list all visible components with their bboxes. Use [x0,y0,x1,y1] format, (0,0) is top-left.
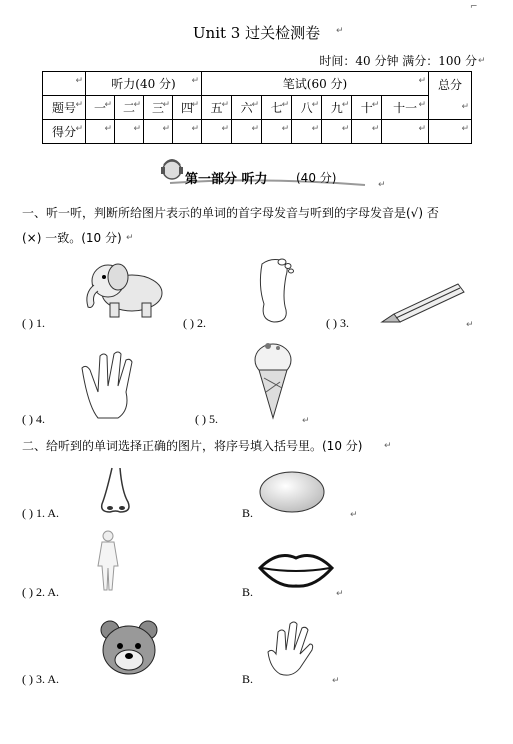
paragraph-mark: ↵ [332,676,340,686]
paragraph-mark: ↵ [126,233,134,243]
part-one-title: 第一部分 听力 [185,172,268,187]
number-cell: 十一 ↵ [382,96,429,120]
score-cell[interactable]: ↵ [173,120,202,144]
section-one-heading-cont: (×) 一致。(10 分) [22,231,122,245]
number-cell: 九 ↵ [322,96,352,120]
s2-item-3-b: B. [242,672,254,686]
paragraph-mark: ↵ [302,416,310,426]
item-5: ( ) 5. [195,412,218,426]
foot-image [252,256,298,326]
s2-item-2-b: B. [242,585,254,599]
item-3: ( ) 3. [326,316,349,330]
number-cell: 二 ↵ [115,96,144,120]
corner-mark: ⌐ [470,2,478,12]
paragraph-mark: ↵ [378,180,386,190]
ice-cream-image [250,338,296,420]
score-cell[interactable]: ↵ [262,120,292,144]
number-cell: 十 ↵ [352,96,382,120]
part-one-score: (40 分) [296,171,337,185]
listening-header: 听力(40 分) ↵ [86,72,202,96]
item-1: ( ) 1. [22,316,45,330]
number-cell: 八 ↵ [292,96,322,120]
score-cell[interactable]: ↵ [232,120,262,144]
body-image [92,530,124,594]
hand-image [78,350,140,420]
score-table [42,71,472,144]
score-cell[interactable]: ↵ [144,120,173,144]
paragraph-mark: ↵ [478,56,486,66]
s2-item-3-a: ( ) 3. A. [22,672,59,686]
paragraph-mark: ↵ [336,26,344,36]
score-cell[interactable]: ↵ [382,120,429,144]
score-table-corner: ↵ [43,72,86,96]
paragraph-mark: ↵ [336,589,344,599]
number-cell: 五 ↵ [202,96,232,120]
paragraph-mark: ↵ [384,441,392,451]
score-cell[interactable]: ↵ [86,120,115,144]
number-cell: 三 ↵ [144,96,173,120]
hand-waving-image [262,618,316,680]
score-cell[interactable]: ↵ [292,120,322,144]
section-two-heading: 二、给听到的单词选择正确的图片，将序号填入括号里。(10 分) [22,439,363,453]
total-score-cell[interactable]: ↵ [429,120,472,144]
item-4: ( ) 4. [22,412,45,426]
score-cell[interactable]: ↵ [322,120,352,144]
score-cell[interactable]: ↵ [202,120,232,144]
s2-item-2-a: ( ) 2. A. [22,585,59,599]
elephant-image [80,257,170,321]
paragraph-mark: ↵ [466,320,474,330]
pencil-image [380,280,465,325]
section-one-heading: 一、听一听，判断所给图片表示的单词的首字母发音与听到的字母发音是(√) 否 [22,206,439,220]
number-cell: 一 ↵ [86,96,115,120]
score-cell[interactable]: ↵ [352,120,382,144]
time-and-score-info: 时间：40 分钟 满分：100 分 [319,54,477,68]
writing-header: 笔试(60 分) ↵ [202,72,429,96]
bear-image [98,618,160,680]
row-label-number: 题号 ↵ [43,96,86,120]
egg-image [258,470,326,514]
row-label-score: 得分 ↵ [43,120,86,144]
total-header: 总分 ↵ [429,72,472,120]
item-2: ( ) 2. [183,316,206,330]
number-cell: 七 ↵ [262,96,292,120]
lips-image [258,548,334,590]
paragraph-mark: ↵ [350,510,358,520]
score-cell[interactable]: ↵ [115,120,144,144]
s2-item-1-a: ( ) 1. A. [22,506,59,520]
number-cell: 四 ↵ [173,96,202,120]
number-cell: 六 ↵ [232,96,262,120]
s2-item-1-b: B. [242,506,254,520]
nose-image [98,466,134,516]
document-title: Unit 3 过关检测卷 [192,24,321,42]
